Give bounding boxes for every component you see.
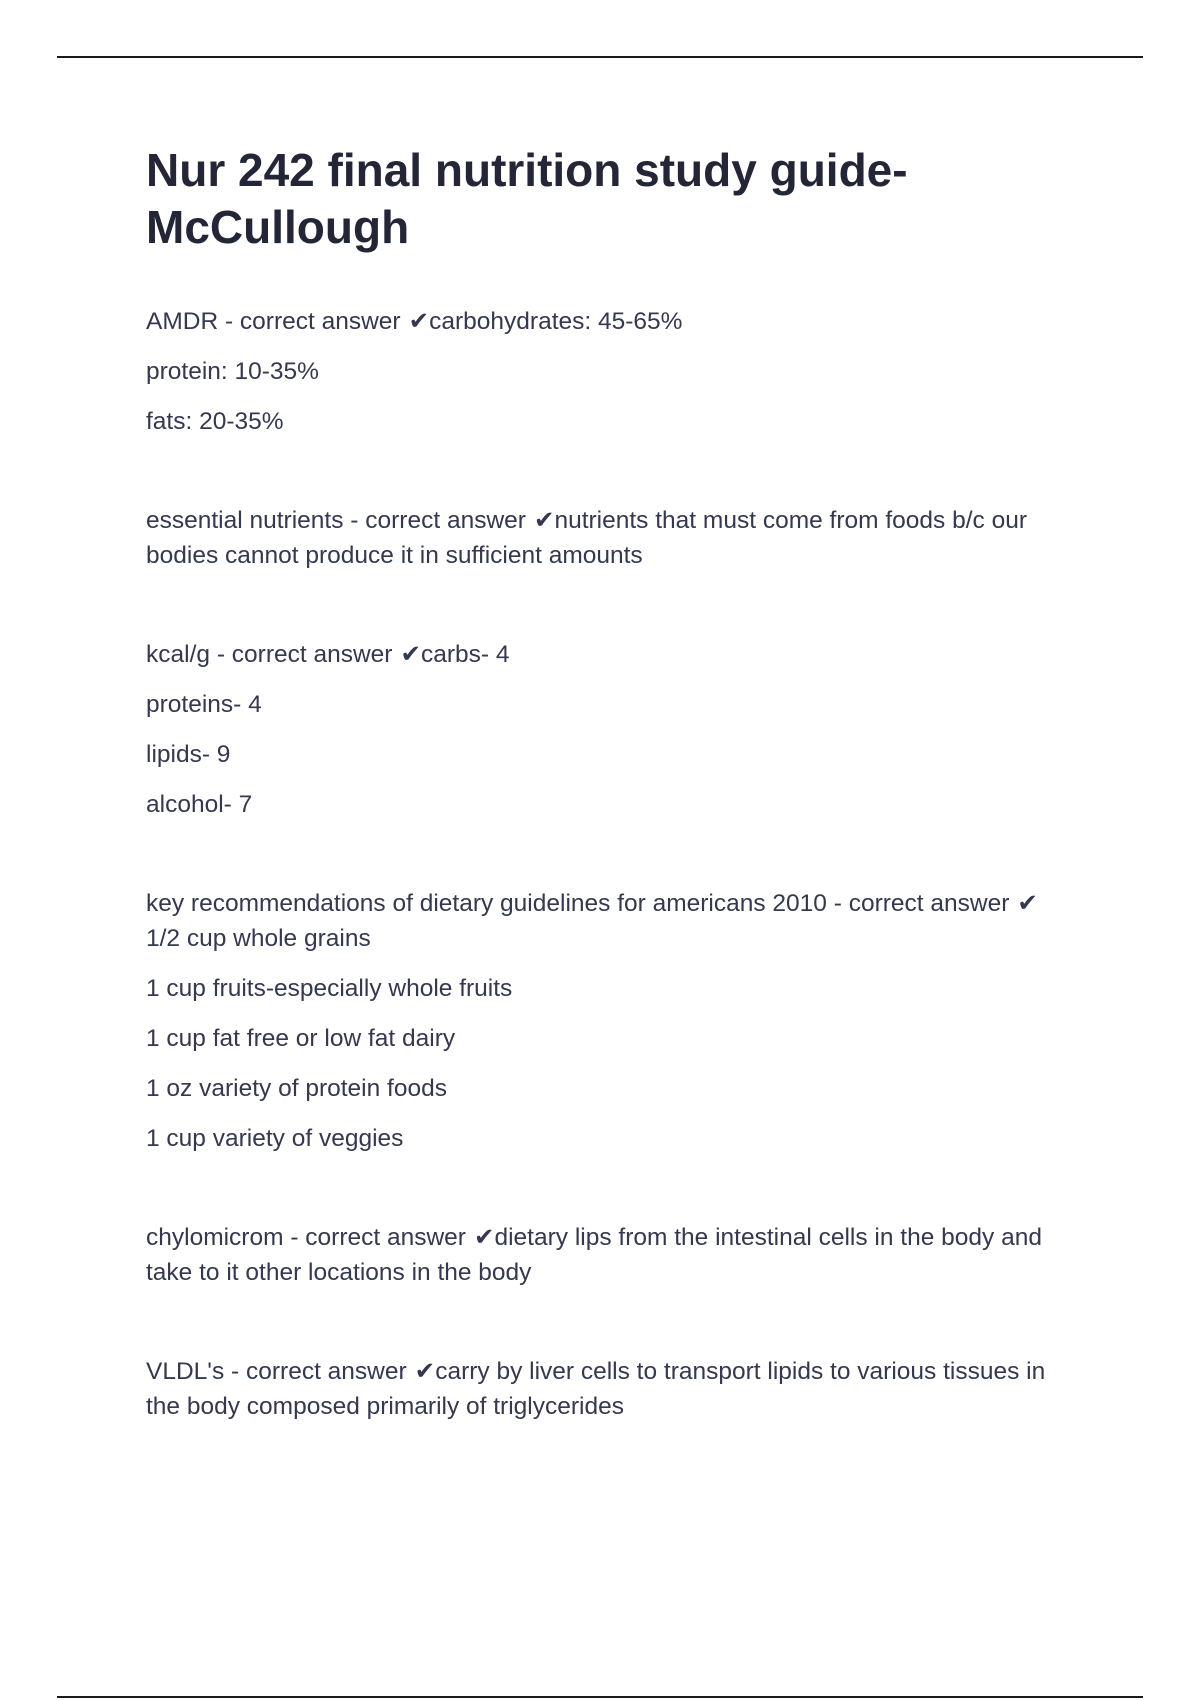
qa-answer-line: 1 cup fat free or low fat dairy xyxy=(146,1025,456,1052)
qa-question-line xyxy=(146,886,1066,956)
check-icon: ✔ xyxy=(408,308,430,335)
document-body xyxy=(146,142,1066,1488)
qa-answer: dietary lips from the intestinal cells in the body and take to it other locations in the body xyxy=(146,1224,1042,1286)
qa-question-line xyxy=(146,503,1066,573)
qa-term: VLDL's xyxy=(146,1358,225,1385)
qa-entry xyxy=(146,637,1066,822)
answer-marker: - correct answer xyxy=(224,308,401,335)
qa-answer-line: 1 oz variety of protein foods xyxy=(146,1075,447,1102)
qa-answer-line: proteins- 4 xyxy=(146,691,262,718)
check-icon: ✔ xyxy=(473,1224,495,1251)
qa-answer-line: alcohol- 7 xyxy=(146,791,253,818)
document-title: Nur 242 final nutrition study guide- McCullough xyxy=(146,144,908,253)
qa-question-line xyxy=(146,637,1066,672)
qa-answer: carry by liver cells to transport lipids to various tissues in the body composed primarily of triglycerides xyxy=(146,1358,1046,1420)
qa-entry xyxy=(146,886,1066,1156)
qa-term: key recommendations of dietary guidelines for americans 2010 xyxy=(146,890,827,917)
qa-term: essential nutrients xyxy=(146,507,344,534)
qa-question-line xyxy=(146,1354,1066,1424)
qa-term: kcal/g xyxy=(146,641,211,668)
qa-answer-line: protein: 10-35% xyxy=(146,358,319,385)
check-icon: ✔ xyxy=(1017,890,1038,917)
qa-term: AMDR xyxy=(146,308,219,335)
check-icon: ✔ xyxy=(414,1358,436,1385)
qa-answer: nutrients that must come from foods b/c our bodies cannot produce it in sufficient amounts xyxy=(146,507,1027,569)
qa-entry xyxy=(146,1354,1066,1424)
qa-term: chylomicrom xyxy=(146,1224,284,1251)
answer-marker: - correct answer xyxy=(833,890,1010,917)
qa-answer: 1/2 cup whole grains xyxy=(146,925,371,952)
top-rule xyxy=(57,56,1143,58)
qa-question-line xyxy=(146,1220,1066,1290)
answer-marker: - correct answer xyxy=(216,641,393,668)
qa-answer: carbohydrates: 45-65% xyxy=(429,308,683,335)
qa-answer: carbs- 4 xyxy=(421,641,510,668)
answer-marker: - correct answer xyxy=(231,1358,407,1385)
check-icon: ✔ xyxy=(400,641,421,668)
bottom-rule xyxy=(57,1696,1143,1698)
qa-answer-line: lipids- 9 xyxy=(146,741,231,768)
qa-answer-line: 1 cup fruits-especially whole fruits xyxy=(146,975,513,1002)
answer-marker: - correct answer xyxy=(350,507,526,534)
qa-entry xyxy=(146,503,1066,573)
qa-answer-line: fats: 20-35% xyxy=(146,408,284,435)
qa-entry xyxy=(146,1220,1066,1290)
qa-entry xyxy=(146,304,1066,439)
qa-answer-line: 1 cup variety of veggies xyxy=(146,1125,404,1152)
check-icon: ✔ xyxy=(533,507,555,534)
qa-question-line xyxy=(146,304,1066,339)
answer-marker: - correct answer xyxy=(290,1224,466,1251)
